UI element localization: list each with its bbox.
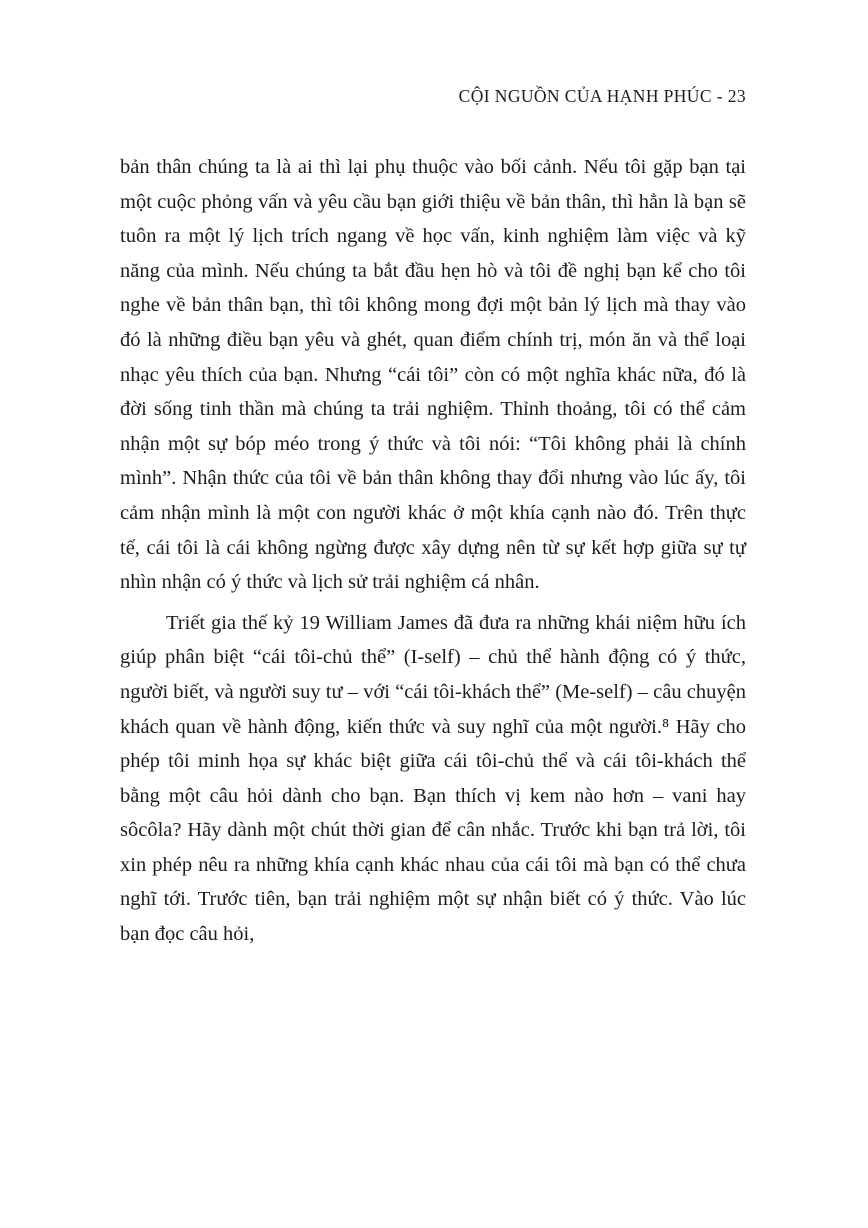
paragraph: bản thân chúng ta là ai thì lại phụ thuộc vào bối cảnh. Nếu tôi gặp bạn tại một cuộc phỏng vấn và yêu cầu bạn giới thiệu về bản thân, thì hẳn là bạn sẽ tuôn ra một lý lịch trích ngang về học vấn, kinh nghiệm làm việc và kỹ năng của mình. Nếu chúng ta bắt đầu hẹn hò và tôi đề nghị bạn kể cho tôi nghe về bản thân bạn, thì tôi không mong đợi một bản lý lịch mà thay vào đó là những điều bạn yêu và ghét, quan điểm chính trị, món ăn và thể loại nhạc yêu thích của bạn. Nhưng “cái tôi” còn có một nghĩa khác nữa, đó là đời sống tinh thần mà chúng ta trải nghiệm. Thỉnh thoảng, tôi có thể cảm nhận một sự bóp méo trong ý thức và tôi nói: “Tôi không phải là chính mình”. Nhận thức của tôi về bản thân không thay đổi nhưng vào lúc ấy, tôi cảm nhận mình là một con người khác ở một khía cạnh nào đó. Trên thực tế, cái tôi là cái không ngừng được xây dựng nên từ sự kết hợp giữa sự tự nhìn nhận có ý thức và lịch sử trải nghiệm cá nhân. (120, 156, 746, 594)
paragraph: Triết gia thế kỷ 19 William James đã đưa ra những khái niệm hữu ích giúp phân biệt “cái tôi-chủ thể” (I-self) – chủ thể hành động có ý thức, người biết, và người suy tư – với “cái tôi-khách thể” (Me-self) – câu chuyện khách quan về hành động, kiến thức và suy nghĩ của một người.⁸ Hãy cho phép tôi minh họa sự khác biệt giữa cái tôi-chủ thể và cái tôi-khách thể bằng một câu hỏi dành cho bạn. Bạn thích vị kem nào hơn – vani hay sôcôla? Hãy dành một chút thời gian để cân nhắc. Trước khi bạn trả lời, tôi xin phép nêu ra những khía cạnh khác nhau của cái tôi mà bạn có thể chưa nghĩ tới. Trước tiên, bạn trải nghiệm một sự nhận biết có ý thức. Vào lúc bạn đọc câu hỏi, (120, 611, 746, 946)
running-head: CỘI NGUỒN CỦA HẠNH PHÚC - 23 (458, 86, 746, 106)
body-text (120, 150, 746, 952)
